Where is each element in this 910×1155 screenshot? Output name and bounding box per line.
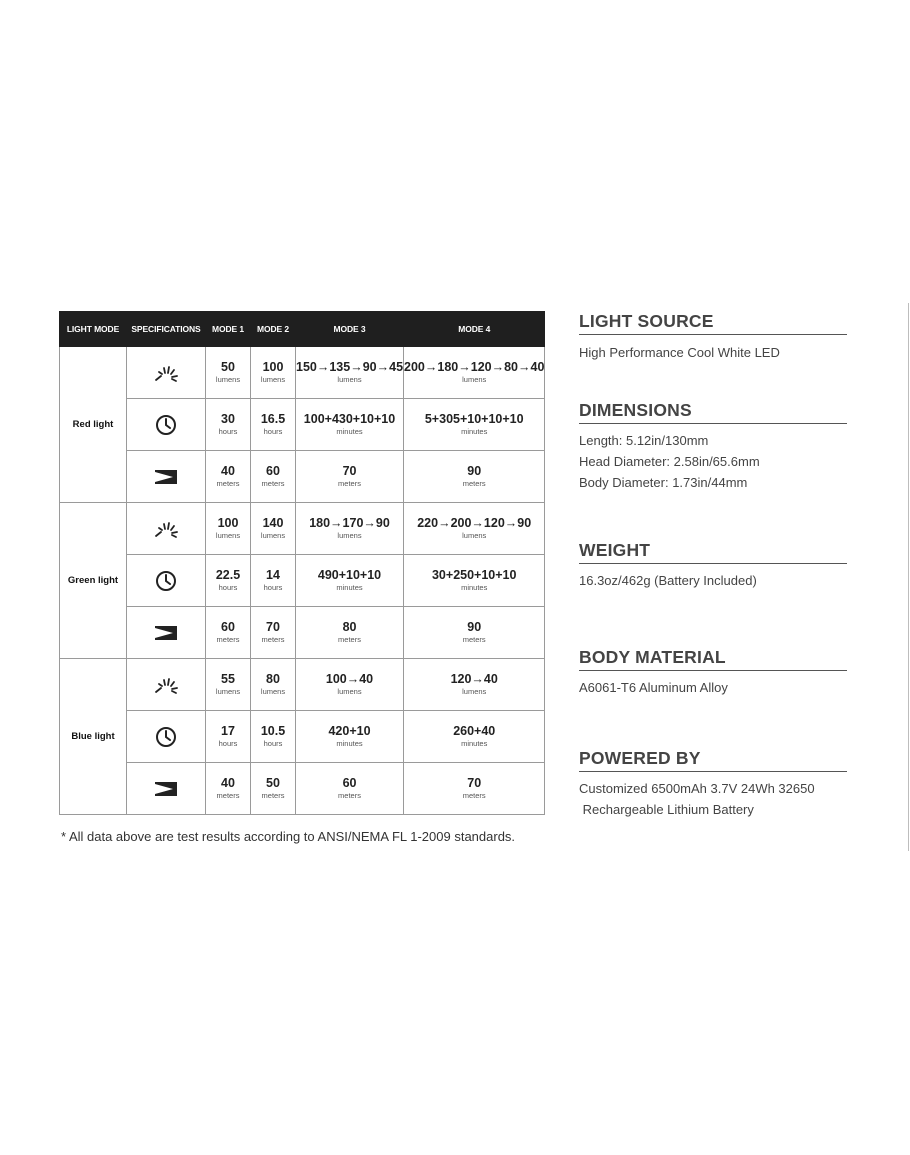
mode-1-cell bbox=[206, 503, 251, 555]
mode-2-cell bbox=[251, 451, 296, 503]
spec-unit: hours bbox=[218, 739, 238, 748]
spec-unit: lumens bbox=[215, 687, 241, 696]
spec-line: Head Diameter: 2.58in/65.6mm bbox=[579, 454, 760, 469]
spec-powered-by bbox=[579, 748, 847, 820]
mode-3-cell bbox=[296, 763, 404, 815]
spec-icon-cell bbox=[127, 659, 206, 711]
mode-1-cell bbox=[206, 347, 251, 399]
mode-1-cell bbox=[206, 451, 251, 503]
spec-unit: lumens bbox=[337, 375, 362, 384]
mode-1-cell bbox=[206, 711, 251, 763]
spec-unit: lumens bbox=[260, 375, 286, 384]
spec-unit: lumens bbox=[337, 531, 362, 540]
spec-unit: minutes bbox=[461, 583, 488, 592]
table-row bbox=[60, 659, 545, 711]
mode-3-cell bbox=[296, 555, 404, 607]
header-light-mode: LIGHT MODE bbox=[60, 312, 127, 347]
spec-value: 120→40 bbox=[450, 672, 498, 686]
spec-value: 90 bbox=[467, 620, 482, 634]
mode-3-cell bbox=[296, 451, 404, 503]
spec-unit: lumens bbox=[215, 375, 241, 384]
spec-value: 100+430+10+10 bbox=[303, 412, 396, 426]
spec-icon-cell bbox=[127, 763, 206, 815]
mode-1-cell bbox=[206, 607, 251, 659]
spec-value: 30+250+10+10 bbox=[431, 568, 517, 582]
spec-value: 5+305+10+10+10 bbox=[424, 412, 524, 426]
mode-3-cell bbox=[296, 347, 404, 399]
spec-unit: meters bbox=[338, 791, 361, 800]
mode-4-cell bbox=[404, 503, 545, 555]
mode-4-cell bbox=[404, 451, 545, 503]
spec-value: 70 bbox=[266, 620, 280, 634]
table-row bbox=[60, 763, 545, 815]
spec-value: 50 bbox=[266, 776, 280, 790]
header-mode-1: MODE 1 bbox=[206, 312, 251, 347]
mode-4-cell bbox=[404, 763, 545, 815]
mode-3-cell bbox=[296, 399, 404, 451]
spec-value: 40 bbox=[221, 464, 235, 478]
table-row bbox=[60, 451, 545, 503]
mode-2-cell bbox=[251, 607, 296, 659]
spec-value: 17 bbox=[221, 724, 235, 738]
mode-2-cell bbox=[251, 503, 296, 555]
table-row bbox=[60, 711, 545, 763]
light-mode-label: Red light bbox=[60, 347, 127, 503]
spec-value: 100 bbox=[262, 360, 284, 374]
spec-value: 60 bbox=[266, 464, 280, 478]
mode-4-cell bbox=[404, 347, 545, 399]
spec-value: 50 bbox=[221, 360, 235, 374]
spec-value: 16.5 bbox=[260, 412, 286, 426]
spec-value: 30 bbox=[221, 412, 235, 426]
mode-4-cell bbox=[404, 399, 545, 451]
spec-unit: minutes bbox=[461, 739, 488, 748]
spec-icon-cell bbox=[127, 607, 206, 659]
spec-value: 100→40 bbox=[325, 672, 374, 686]
spec-unit: meters bbox=[462, 635, 486, 644]
spec-unit: lumens bbox=[462, 375, 487, 384]
spec-icon-cell bbox=[127, 711, 206, 763]
spec-table bbox=[59, 311, 545, 815]
spec-unit: hours bbox=[263, 583, 283, 592]
spec-value: 140 bbox=[262, 516, 284, 530]
table-row bbox=[60, 607, 545, 659]
header-mode-2: MODE 2 bbox=[251, 312, 296, 347]
section-title: WEIGHT bbox=[579, 540, 847, 564]
mode-3-cell bbox=[296, 659, 404, 711]
spec-unit: meters bbox=[216, 791, 240, 800]
spec-icon-cell bbox=[127, 451, 206, 503]
spec-value: 90 bbox=[467, 464, 482, 478]
spec-value: 150→135→90→45 bbox=[296, 360, 404, 374]
mode-2-cell bbox=[251, 659, 296, 711]
spec-unit: lumens bbox=[260, 687, 286, 696]
spec-line: Body Diameter: 1.73in/44mm bbox=[579, 475, 748, 490]
header-mode-3: MODE 3 bbox=[296, 312, 404, 347]
spec-unit: minutes bbox=[461, 427, 488, 436]
mode-1-cell bbox=[206, 399, 251, 451]
spec-unit: meters bbox=[261, 479, 285, 488]
spec-icon-cell bbox=[127, 399, 206, 451]
spec-line: Length: 5.12in/130mm bbox=[579, 433, 709, 448]
spec-value: 260+40 bbox=[453, 724, 496, 738]
spec-dimensions bbox=[579, 400, 847, 493]
sunburst-icon bbox=[127, 364, 205, 382]
mode-4-cell bbox=[404, 659, 545, 711]
spec-unit: minutes bbox=[336, 583, 363, 592]
spec-body-material bbox=[579, 647, 847, 698]
mode-1-cell bbox=[206, 763, 251, 815]
spec-value: 100 bbox=[217, 516, 239, 530]
spec-value: 14 bbox=[266, 568, 280, 582]
spec-value: 200→180→120→80→40 bbox=[404, 360, 545, 374]
table-body bbox=[60, 347, 545, 815]
spec-weight bbox=[579, 540, 847, 591]
spec-value: 60 bbox=[342, 776, 357, 790]
table-header-row bbox=[60, 312, 545, 347]
clock-icon bbox=[127, 414, 205, 436]
clock-icon bbox=[127, 726, 205, 748]
spec-line: 16.3oz/462g (Battery Included) bbox=[579, 573, 757, 588]
spec-unit: hours bbox=[263, 427, 283, 436]
mode-3-cell bbox=[296, 711, 404, 763]
spec-icon-cell bbox=[127, 347, 206, 399]
spec-value: 420+10 bbox=[328, 724, 371, 738]
spec-unit: lumens bbox=[462, 687, 487, 696]
spec-unit: lumens bbox=[260, 531, 286, 540]
mode-2-cell bbox=[251, 347, 296, 399]
light-mode-label: Blue light bbox=[60, 659, 127, 815]
spec-value: 220→200→120→90 bbox=[417, 516, 532, 530]
spec-value: 80 bbox=[266, 672, 280, 686]
sunburst-icon bbox=[127, 676, 205, 694]
mode-2-cell bbox=[251, 763, 296, 815]
header-specifications: SPECIFICATIONS bbox=[127, 312, 206, 347]
spec-unit: meters bbox=[338, 635, 361, 644]
sunburst-icon bbox=[127, 520, 205, 538]
section-title: LIGHT SOURCE bbox=[579, 311, 847, 335]
beam-distance-icon bbox=[127, 469, 205, 485]
spec-unit: meters bbox=[261, 635, 285, 644]
spec-line: A6061-T6 Aluminum Alloy bbox=[579, 680, 728, 695]
mode-2-cell bbox=[251, 711, 296, 763]
spec-value: 55 bbox=[221, 672, 235, 686]
spec-unit: minutes bbox=[336, 739, 363, 748]
beam-distance-icon bbox=[127, 625, 205, 641]
spec-unit: meters bbox=[462, 791, 486, 800]
header-mode-4: MODE 4 bbox=[404, 312, 545, 347]
table-row bbox=[60, 347, 545, 399]
spec-unit: lumens bbox=[462, 531, 487, 540]
section-title: BODY MATERIAL bbox=[579, 647, 847, 671]
spec-unit: hours bbox=[263, 739, 283, 748]
mode-2-cell bbox=[251, 555, 296, 607]
table-row bbox=[60, 555, 545, 607]
spec-line: Rechargeable Lithium Battery bbox=[579, 802, 754, 817]
spec-line: Customized 6500mAh 3.7V 24Wh 32650 bbox=[579, 781, 815, 796]
section-title: POWERED BY bbox=[579, 748, 847, 772]
mode-4-cell bbox=[404, 711, 545, 763]
mode-4-cell bbox=[404, 607, 545, 659]
spec-icon-cell bbox=[127, 555, 206, 607]
spec-value: 22.5 bbox=[215, 568, 241, 582]
spec-unit: meters bbox=[261, 791, 285, 800]
spec-unit: hours bbox=[218, 583, 238, 592]
section-title: DIMENSIONS bbox=[579, 400, 847, 424]
spec-value: 180→170→90 bbox=[309, 516, 390, 530]
spec-unit: meters bbox=[216, 635, 240, 644]
spec-value: 10.5 bbox=[260, 724, 286, 738]
spec-value: 70 bbox=[342, 464, 357, 478]
spec-value: 80 bbox=[342, 620, 357, 634]
mode-4-cell bbox=[404, 555, 545, 607]
table-row bbox=[60, 503, 545, 555]
mode-2-cell bbox=[251, 399, 296, 451]
page-edge-divider bbox=[908, 303, 909, 851]
spec-unit: lumens bbox=[215, 531, 241, 540]
spec-line: High Performance Cool White LED bbox=[579, 345, 780, 360]
spec-value: 60 bbox=[221, 620, 235, 634]
table-row bbox=[60, 399, 545, 451]
spec-light-source bbox=[579, 311, 847, 363]
mode-3-cell bbox=[296, 607, 404, 659]
spec-unit: hours bbox=[218, 427, 238, 436]
clock-icon bbox=[127, 570, 205, 592]
beam-distance-icon bbox=[127, 781, 205, 797]
spec-unit: minutes bbox=[336, 427, 363, 436]
light-mode-label: Green light bbox=[60, 503, 127, 659]
spec-icon-cell bbox=[127, 503, 206, 555]
mode-3-cell bbox=[296, 503, 404, 555]
mode-1-cell bbox=[206, 659, 251, 711]
spec-unit: meters bbox=[338, 479, 361, 488]
spec-value: 70 bbox=[467, 776, 482, 790]
mode-1-cell bbox=[206, 555, 251, 607]
spec-unit: meters bbox=[462, 479, 486, 488]
footnote: * All data above are test results according to ANSI/NEMA FL 1-2009 standards. bbox=[61, 829, 516, 844]
spec-value: 490+10+10 bbox=[317, 568, 382, 582]
spec-unit: meters bbox=[216, 479, 240, 488]
spec-unit: lumens bbox=[337, 687, 362, 696]
spec-value: 40 bbox=[221, 776, 235, 790]
